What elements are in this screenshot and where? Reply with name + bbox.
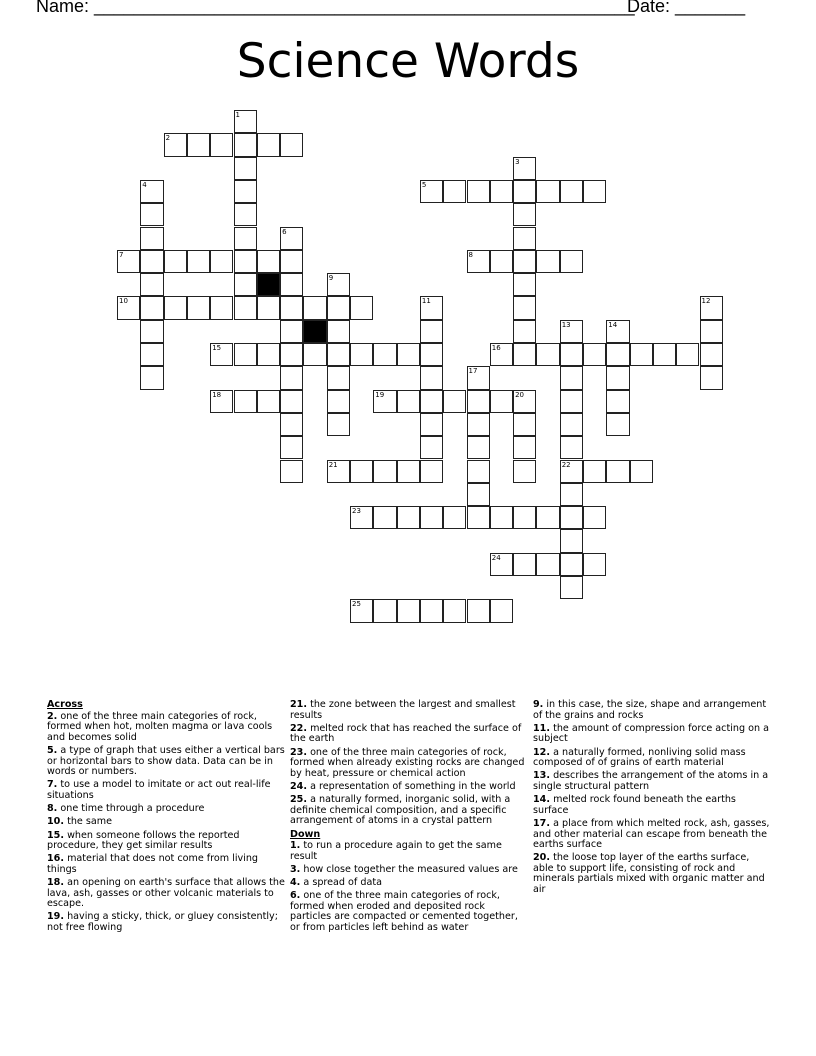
grid-cell[interactable] xyxy=(420,320,443,343)
across-clue xyxy=(47,854,285,875)
clue-text: having a sticky, thick, or gluey consistently; not free flowing xyxy=(47,911,278,934)
clue-text: the amount of compression force acting on a subject xyxy=(533,722,769,745)
clue-number: 10. xyxy=(47,816,64,828)
grid-cell[interactable] xyxy=(140,180,163,203)
grid-cell[interactable] xyxy=(560,553,583,576)
grid-cell[interactable] xyxy=(443,390,466,413)
cell-number: 21 xyxy=(328,460,338,469)
clue-number: 14. xyxy=(533,794,550,806)
cell-number: 8 xyxy=(468,250,473,259)
clue-number: 20. xyxy=(533,852,550,864)
grid-cell[interactable] xyxy=(420,599,443,622)
cell-number: 11 xyxy=(421,297,431,306)
name-field[interactable]: Name: ______________________________________________________ xyxy=(36,0,635,16)
grid-cell[interactable] xyxy=(560,436,583,459)
clue-number: 6. xyxy=(290,890,301,902)
clue-number: 1. xyxy=(290,840,301,852)
grid-cell[interactable] xyxy=(350,296,373,319)
grid-cell[interactable] xyxy=(350,460,373,483)
cell-number: 7 xyxy=(119,250,124,259)
grid-cell[interactable] xyxy=(513,227,536,250)
grid-cell[interactable] xyxy=(397,390,420,413)
clue-number: 21. xyxy=(290,699,307,710)
clue-text: one of the three main categories of rock, formed when hot, molten magma or lava cools and becomes solid xyxy=(47,710,273,743)
down-clue xyxy=(290,878,528,889)
clue-number: 7. xyxy=(47,779,58,791)
grid-cell[interactable] xyxy=(536,506,559,529)
grid-cell[interactable] xyxy=(606,460,629,483)
grid-cell[interactable] xyxy=(606,366,629,389)
clues-column-3 xyxy=(533,700,771,898)
grid-cell[interactable] xyxy=(490,506,513,529)
grid-cell[interactable] xyxy=(234,390,257,413)
grid-cell[interactable] xyxy=(397,343,420,366)
grid-cell[interactable] xyxy=(187,296,210,319)
down-clue xyxy=(533,748,771,769)
grid-cell[interactable] xyxy=(303,343,326,366)
cell-number: 18 xyxy=(212,390,222,399)
grid-cell[interactable] xyxy=(467,599,490,622)
grid-cell[interactable] xyxy=(140,203,163,226)
clue-text: a type of graph that uses either a vertical bars or horizontal bars to show data. Data can be in words or numbers. xyxy=(47,744,285,778)
grid-cell[interactable] xyxy=(560,576,583,599)
black-cell xyxy=(303,320,326,343)
clue-text: when someone follows the reported procedure, they get similar results xyxy=(47,829,240,852)
down-clue xyxy=(533,724,771,745)
grid-cell[interactable] xyxy=(513,460,536,483)
grid-cell[interactable] xyxy=(513,157,536,180)
grid-cell[interactable] xyxy=(513,250,536,273)
grid-cell[interactable] xyxy=(606,320,629,343)
grid-cell[interactable] xyxy=(513,413,536,436)
grid-cell[interactable] xyxy=(560,366,583,389)
grid-cell[interactable] xyxy=(700,320,723,343)
grid-cell[interactable] xyxy=(280,390,303,413)
grid-cell[interactable] xyxy=(257,390,280,413)
cell-number: 19 xyxy=(375,390,385,399)
cell-number: 3 xyxy=(515,157,520,166)
across-clue xyxy=(47,878,285,910)
grid-cell[interactable] xyxy=(420,390,443,413)
grid-cell[interactable] xyxy=(536,250,559,273)
across-clue xyxy=(290,724,528,745)
grid-cell[interactable] xyxy=(467,366,490,389)
grid-cell[interactable] xyxy=(373,599,396,622)
clue-number: 9. xyxy=(533,699,544,710)
grid-cell[interactable] xyxy=(467,460,490,483)
across-clue xyxy=(47,831,285,852)
down-clue xyxy=(533,853,771,895)
grid-cell[interactable] xyxy=(560,343,583,366)
grid-cell[interactable] xyxy=(140,227,163,250)
grid-cell[interactable] xyxy=(327,343,350,366)
grid-cell[interactable] xyxy=(164,296,187,319)
grid-cell[interactable] xyxy=(560,506,583,529)
clue-text: to use a model to imitate or act out real-life situations xyxy=(47,779,271,801)
across-clue xyxy=(47,780,285,801)
grid-cell[interactable] xyxy=(513,296,536,319)
cell-number: 1 xyxy=(235,111,240,119)
grid-cell[interactable] xyxy=(327,320,350,343)
grid-cell[interactable] xyxy=(234,157,257,180)
grid-cell[interactable] xyxy=(280,296,303,319)
grid-cell[interactable] xyxy=(210,343,233,366)
grid-cell[interactable] xyxy=(140,250,163,273)
down-clue xyxy=(533,700,771,721)
page-title: Science Words xyxy=(236,34,580,89)
grid-cell[interactable] xyxy=(187,250,210,273)
grid-cell[interactable] xyxy=(560,413,583,436)
grid-cell[interactable] xyxy=(350,506,373,529)
grid-cell[interactable] xyxy=(140,273,163,296)
grid-cell[interactable] xyxy=(397,506,420,529)
across-clue xyxy=(290,700,528,721)
grid-cell[interactable] xyxy=(210,296,233,319)
grid-cell[interactable] xyxy=(257,343,280,366)
grid-cell[interactable] xyxy=(280,436,303,459)
clue-text: a naturally formed, inorganic solid, with a definite chemical composition, and a specific arrangement of atoms in a crystal pattern xyxy=(290,794,511,827)
grid-cell[interactable] xyxy=(467,413,490,436)
grid-cell[interactable] xyxy=(560,180,583,203)
grid-cell[interactable] xyxy=(513,553,536,576)
clue-number: 4. xyxy=(290,877,301,889)
grid-cell[interactable] xyxy=(117,250,140,273)
cell-number: 12 xyxy=(701,297,711,306)
down-clue xyxy=(533,771,771,792)
clue-number: 11. xyxy=(533,722,550,734)
grid-cell[interactable] xyxy=(560,529,583,552)
grid-cell[interactable] xyxy=(420,343,443,366)
across-clue xyxy=(47,804,285,815)
clue-number: 5. xyxy=(47,744,58,756)
grid-cell[interactable] xyxy=(280,273,303,296)
clue-text: one of the three main categories of rock, formed when eroded and deposited rock particles are compacted or cemented together, or from particles left behind as water xyxy=(290,890,518,934)
down-clue xyxy=(533,795,771,816)
clue-number: 22. xyxy=(290,722,307,734)
cell-number: 16 xyxy=(491,344,501,352)
grid-cell[interactable] xyxy=(140,296,163,319)
cell-number: 6 xyxy=(282,227,287,236)
grid-cell[interactable] xyxy=(280,250,303,273)
clue-text: an opening on earth's surface that allows the lava, ash, gasses or other volcanic materials to escape. xyxy=(47,877,285,910)
grid-cell[interactable] xyxy=(606,343,629,366)
across-clue xyxy=(290,748,528,780)
grid-cell[interactable] xyxy=(583,460,606,483)
grid-cell[interactable] xyxy=(327,390,350,413)
grid-cell[interactable] xyxy=(420,460,443,483)
across-clue xyxy=(47,712,285,744)
clue-text: material that does not come from living things xyxy=(47,853,259,875)
cell-number: 5 xyxy=(421,180,427,189)
grid-cell[interactable] xyxy=(700,343,723,366)
clue-text: the loose top layer of the earths surface, able to support life, consisting of rock and minerals partials mixed with organic matter and air xyxy=(533,852,765,896)
grid-cell[interactable] xyxy=(490,343,513,366)
clue-text: a naturally formed, nonliving solid mass composed of of grains of earth material xyxy=(533,746,746,769)
grid-cell[interactable] xyxy=(327,296,350,319)
grid-cell[interactable] xyxy=(164,250,187,273)
grid-cell[interactable] xyxy=(117,296,140,319)
cell-number: 22 xyxy=(561,460,571,469)
grid-cell[interactable] xyxy=(420,366,443,389)
across-heading: Across xyxy=(47,699,83,710)
down-clue xyxy=(533,819,771,851)
cell-number: 15 xyxy=(212,344,222,352)
cell-number: 9 xyxy=(328,274,334,283)
clue-number: 23. xyxy=(290,746,307,758)
clue-number: 12. xyxy=(533,746,550,758)
across-clue xyxy=(290,782,528,793)
grid-cell[interactable] xyxy=(513,343,536,366)
clue-number: 15. xyxy=(47,829,64,841)
across-clue xyxy=(47,912,285,933)
grid-cell[interactable] xyxy=(210,390,233,413)
grid-cell[interactable] xyxy=(234,110,257,133)
clue-text: a place from which melted rock, ash, gasses, and other material can escape from beneath the earths surface xyxy=(533,817,770,851)
grid-cell[interactable] xyxy=(583,343,606,366)
clue-number: 3. xyxy=(290,863,301,875)
grid-cell[interactable] xyxy=(467,180,490,203)
grid-cell[interactable] xyxy=(397,460,420,483)
grid-cell[interactable] xyxy=(140,343,163,366)
grid-cell[interactable] xyxy=(536,180,559,203)
grid-cell[interactable] xyxy=(443,506,466,529)
grid-cell[interactable] xyxy=(234,273,257,296)
grid-cell[interactable] xyxy=(536,343,559,366)
grid-cell[interactable] xyxy=(280,460,303,483)
grid-cell[interactable] xyxy=(536,553,559,576)
grid-cell[interactable] xyxy=(700,296,723,319)
grid-cell[interactable] xyxy=(234,296,257,319)
down-clue xyxy=(290,891,528,933)
grid-cell[interactable] xyxy=(700,366,723,389)
clue-number: 13. xyxy=(533,770,550,782)
grid-cell[interactable] xyxy=(630,460,653,483)
grid-cell[interactable] xyxy=(490,599,513,622)
grid-cell[interactable] xyxy=(676,343,699,366)
cell-number: 17 xyxy=(468,367,478,376)
grid-cell[interactable] xyxy=(234,250,257,273)
cell-number: 14 xyxy=(608,320,618,329)
grid-cell[interactable] xyxy=(513,203,536,226)
grid-cell[interactable] xyxy=(560,320,583,343)
grid-cell[interactable] xyxy=(420,413,443,436)
grid-cell[interactable] xyxy=(327,366,350,389)
clue-number: 8. xyxy=(47,803,58,815)
grid-cell[interactable] xyxy=(583,553,606,576)
grid-cell[interactable] xyxy=(327,413,350,436)
clues-column-2 xyxy=(290,700,528,936)
clue-number: 17. xyxy=(533,817,550,829)
grid-cell[interactable] xyxy=(560,460,583,483)
cell-number: 13 xyxy=(561,320,571,329)
grid-cell[interactable] xyxy=(420,436,443,459)
grid-cell[interactable] xyxy=(513,320,536,343)
grid-cell[interactable] xyxy=(443,599,466,622)
down-heading: Down xyxy=(290,828,321,840)
grid-cell[interactable] xyxy=(350,343,373,366)
grid-cell[interactable] xyxy=(303,296,326,319)
grid-cell[interactable] xyxy=(280,343,303,366)
grid-cell[interactable] xyxy=(490,390,513,413)
clues-column-1 xyxy=(47,700,285,936)
grid-cell[interactable] xyxy=(373,460,396,483)
clue-text: a spread of data xyxy=(303,877,382,889)
grid-cell[interactable] xyxy=(397,599,420,622)
grid-cell[interactable] xyxy=(280,133,303,156)
grid-cell[interactable] xyxy=(467,390,490,413)
grid-cell[interactable] xyxy=(280,366,303,389)
grid-cell[interactable] xyxy=(560,483,583,506)
grid-cell[interactable] xyxy=(420,180,443,203)
grid-cell[interactable] xyxy=(467,506,490,529)
grid-cell[interactable] xyxy=(210,250,233,273)
cell-number: 20 xyxy=(515,390,525,399)
clue-text: the same xyxy=(67,816,112,828)
clue-text: one time through a procedure xyxy=(60,803,205,815)
clue-text: the zone between the largest and smallest results xyxy=(290,699,516,721)
grid-cell[interactable] xyxy=(606,413,629,436)
grid-cell[interactable] xyxy=(513,506,536,529)
cell-number: 23 xyxy=(352,507,361,516)
grid-cell[interactable] xyxy=(653,343,676,366)
down-clue xyxy=(290,865,528,876)
grid-cell[interactable] xyxy=(513,436,536,459)
grid-cell[interactable] xyxy=(373,390,396,413)
grid-cell[interactable] xyxy=(420,506,443,529)
grid-cell[interactable] xyxy=(164,133,187,156)
clue-number: 24. xyxy=(290,780,307,792)
clue-text: one of the three main categories of rock, formed when already existing rocks are changed by heat, pressure or chemical action xyxy=(290,746,525,779)
grid-cell[interactable] xyxy=(373,506,396,529)
grid-cell[interactable] xyxy=(280,320,303,343)
grid-cell[interactable] xyxy=(234,203,257,226)
grid-cell[interactable] xyxy=(257,133,280,156)
grid-cell[interactable] xyxy=(560,250,583,273)
grid-cell[interactable] xyxy=(606,390,629,413)
grid-cell[interactable] xyxy=(327,273,350,296)
grid-cell[interactable] xyxy=(583,506,606,529)
cell-number: 2 xyxy=(165,134,171,143)
clue-text: in this case, the size, shape and arrangement of the grains and rocks xyxy=(533,699,767,721)
cell-number: 24 xyxy=(491,553,501,562)
grid-cell[interactable] xyxy=(513,180,536,203)
grid-cell[interactable] xyxy=(490,250,513,273)
grid-cell[interactable] xyxy=(234,227,257,250)
clue-number: 18. xyxy=(47,877,64,889)
cell-number: 10 xyxy=(119,297,128,306)
grid-cell[interactable] xyxy=(234,133,257,156)
grid-cell[interactable] xyxy=(234,180,257,203)
grid-cell[interactable] xyxy=(327,460,350,483)
grid-cell[interactable] xyxy=(560,390,583,413)
clue-text: describes the arrangement of the atoms in a single structural pattern xyxy=(533,770,769,792)
grid-cell[interactable] xyxy=(350,599,373,622)
cell-number: 4 xyxy=(142,180,147,189)
grid-cell[interactable] xyxy=(490,180,513,203)
across-clue xyxy=(290,795,528,827)
across-clue xyxy=(47,817,285,828)
date-field[interactable]: Date: _______ xyxy=(627,0,746,16)
clue-number: 16. xyxy=(47,853,64,865)
grid-cell[interactable] xyxy=(630,343,653,366)
clue-number: 2. xyxy=(47,710,58,722)
grid-cell[interactable] xyxy=(257,296,280,319)
clue-text: a representation of something in the world xyxy=(310,780,516,792)
grid-cell[interactable] xyxy=(490,553,513,576)
grid-cell[interactable] xyxy=(513,390,536,413)
down-clue xyxy=(290,841,528,862)
grid-cell[interactable] xyxy=(257,250,280,273)
grid-cell[interactable] xyxy=(513,273,536,296)
grid-cell[interactable] xyxy=(140,366,163,389)
cell-number: 25 xyxy=(352,600,361,609)
black-cell xyxy=(257,273,280,296)
grid-cell[interactable] xyxy=(187,133,210,156)
clue-text: how close together the measured values are xyxy=(303,863,518,875)
clue-text: melted rock found beneath the earths surface xyxy=(533,794,736,816)
grid-cell[interactable] xyxy=(583,180,606,203)
grid-cell[interactable] xyxy=(467,436,490,459)
clue-text: melted rock that has reached the surface of the earth xyxy=(290,722,522,745)
grid-cell[interactable] xyxy=(280,227,303,250)
grid-cell[interactable] xyxy=(280,413,303,436)
grid-cell[interactable] xyxy=(467,250,490,273)
grid-cell[interactable] xyxy=(467,483,490,506)
grid-cell[interactable] xyxy=(210,133,233,156)
grid-cell[interactable] xyxy=(373,343,396,366)
grid-cell[interactable] xyxy=(420,296,443,319)
grid-cell[interactable] xyxy=(234,343,257,366)
clue-number: 19. xyxy=(47,911,64,923)
across-clue xyxy=(47,746,285,778)
clue-text: to run a procedure again to get the same result xyxy=(290,840,502,862)
grid-cell[interactable] xyxy=(140,320,163,343)
clue-number: 25. xyxy=(290,794,307,806)
grid-cell[interactable] xyxy=(443,180,466,203)
